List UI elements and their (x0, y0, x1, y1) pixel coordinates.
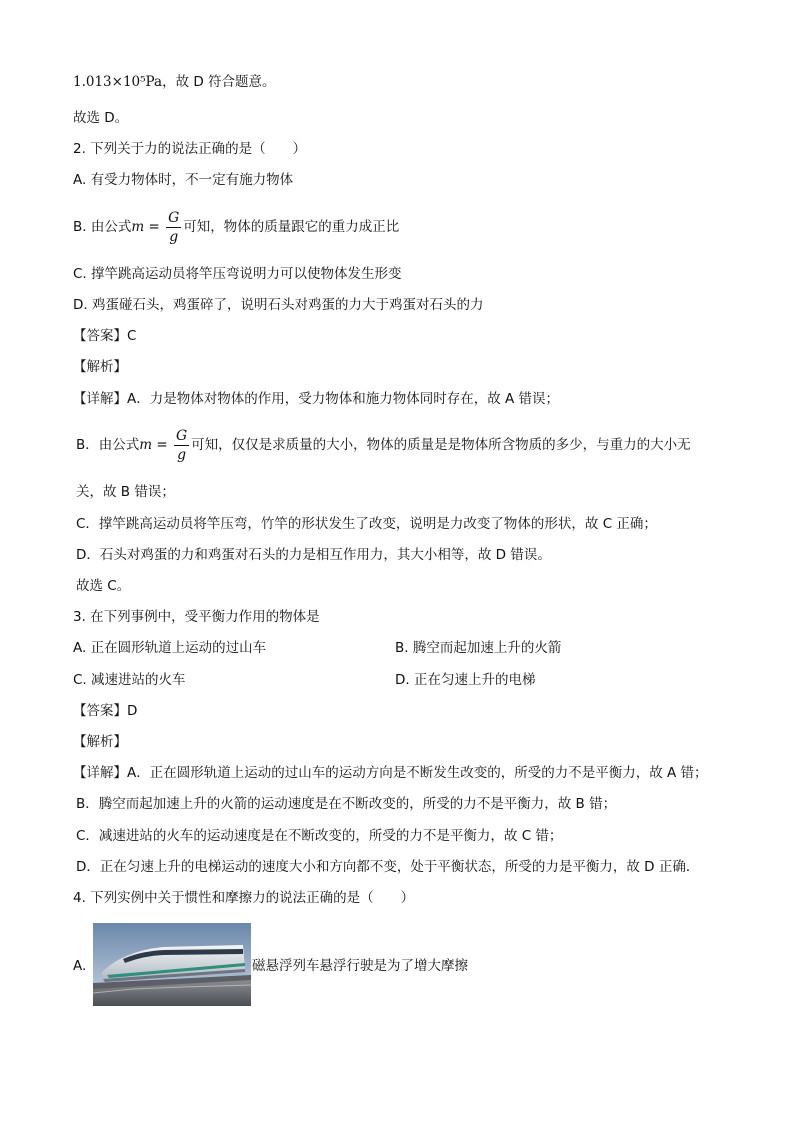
q2-option-c: C. 撑竿跳高运动员将竿压弯说明力可以使物体发生形变 (73, 266, 402, 282)
q3-option-b: B. 腾空而起加速上升的火箭 (395, 640, 562, 656)
formula-eq-2: = (152, 437, 172, 453)
q2-option-b-suffix: 可知，物体的质量跟它的重力成正比 (183, 219, 400, 235)
formula-fraction (166, 209, 181, 246)
q3-option-a: A. 正在圆形轨道上运动的过山车 (73, 640, 267, 656)
formula-denominator-2: g (177, 446, 187, 463)
formula-lhs: m (131, 219, 145, 235)
q3-detail-a: 【详解】A．正在圆形轨道上运动的过山车的运动方向是不断发生改变的，所受的力不是平衡力，故 A 错； (73, 765, 708, 781)
formula-numerator-2: G (175, 427, 188, 444)
q3-detail-c: C．减速进站的火车的运动速度是在不断改变的，所受的力不是平衡力，故 C 错； (76, 828, 563, 844)
formula-numerator: G (168, 209, 180, 226)
q2-detail-b-continued: 关，故 B 错误； (76, 484, 175, 500)
q2-option-b-prefix: B. 由公式 (73, 219, 132, 235)
pressure-suffix: ，故 D 符合题意。 (162, 74, 276, 90)
q3-option-c: C. 减速进站的火车 (73, 672, 186, 688)
q4-option-a-label: A. (73, 958, 87, 974)
pressure-value: 1.013×10⁵Pa (73, 74, 163, 90)
formula-fraction-2 (174, 427, 189, 464)
q2-detail-b-suffix: 可知，仅仅是求质量的大小，物体的质量是是物体所含物质的多少，与重力的大小无 (191, 437, 691, 453)
q3-detail-d: D．正在匀速上升的电梯运动的速度大小和方向都不变，处于平衡状态，所受的力是平衡力，故 D 正确． (76, 859, 700, 875)
q2-detail-b (76, 426, 691, 464)
q3-stem: 3. 在下列事例中，受平衡力作用的物体是 (73, 609, 320, 625)
choose-d-text: 故选 D。 (73, 110, 129, 126)
formula-eq: = (144, 219, 165, 235)
q2-stem: 2. 下列关于力的说法正确的是（ ） (73, 141, 307, 157)
q3-analysis-heading: 【解析】 (73, 734, 127, 750)
q2-option-d: D. 鸡蛋碰石头，鸡蛋碎了，说明石头对鸡蛋的力大于鸡蛋对石头的力 (73, 297, 484, 313)
q2-analysis-heading: 【解析】 (73, 359, 127, 375)
q4-stem: 4. 下列实例中关于惯性和摩擦力的说法正确的是（ ） (73, 890, 415, 906)
pressure-line (73, 72, 276, 92)
q3-detail-b: B．腾空而起加速上升的火箭的运动速度是在不断改变的，所受的力不是平衡力，故 B 错； (76, 796, 617, 812)
maglev-train-image (93, 923, 251, 1006)
q2-answer: 【答案】C (73, 328, 137, 344)
q3-option-d: D. 正在匀速上升的电梯 (395, 672, 536, 688)
q2-detail-c: C．撑竿跳高运动员将竿压弯，竹竿的形状发生了改变，说明是力改变了物体的形状，故 C 正确； (76, 516, 657, 532)
formula-denominator: g (169, 228, 179, 245)
q2-option-b (73, 208, 399, 246)
q2-option-a: A. 有受力物体时，不一定有施力物体 (73, 172, 294, 188)
q4-option-a-text: 磁悬浮列车悬浮行驶是为了增大摩擦 (252, 958, 468, 974)
choose-c-text: 故选 C。 (76, 578, 131, 594)
q2-detail-a: 【详解】A．力是物体对物体的作用，受力物体和施力物体同时存在，故 A 错误； (73, 391, 560, 407)
q2-detail-d: D．石头对鸡蛋的力和鸡蛋对石头的力是相互作用力，其大小相等，故 D 错误。 (76, 547, 551, 563)
maglev-train-illustration (93, 923, 251, 1006)
q3-answer: 【答案】D (73, 703, 138, 719)
formula-lhs-2: m (139, 437, 153, 453)
q2-detail-b-prefix: B．由公式 (76, 437, 140, 453)
